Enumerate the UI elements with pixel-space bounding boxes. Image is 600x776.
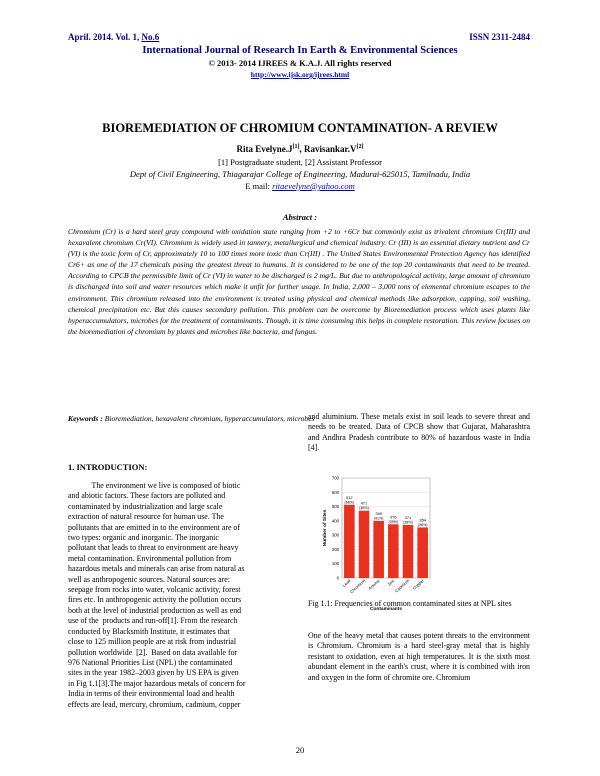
journal-url[interactable] (0, 70, 600, 79)
y-tick-label: 500 (331, 504, 339, 510)
y-tick-label: 600 (331, 489, 339, 495)
intro-line: well as anthropogenic sources. Natural sources are: (68, 574, 230, 584)
issn: ISSN 2311-2484 (469, 32, 530, 42)
x-tick-label: Arsenic (367, 578, 381, 591)
issue-info: April. 2014. Vol. 1, No.6 (68, 32, 160, 42)
intro-line: fires etc. In anthropogenic activity the pollution occurs (68, 595, 242, 605)
bar (417, 527, 428, 578)
abstract-text: Chromium (Cr) is a hard steel gray compound with oxidation state ranging from +2 to +6Cr but commonly exist as trivalent chromium Cr(III) and hexavalent chromium Cr(VI). Chromium is widely used in tannery, metallurgical and chemical industry. Cr (III) is an essential dietary nutrient and Cr (VI) is the toxic form of Cr, approximately 10 to 100 times more toxic than Cr(III) . The United States Environmental Protection Agency has identified Cr6+ as one of the 17 chemicals posing the greatest threat to humans. It is considered to be one of the top 20 contaminants that need to be treated. According to CPCB the permissible limit of Cr (VI) in water to be discharged is 2 mg/L. But due to anthropological activity, large amount of chromium is discharged into soil and water resources which make it unfit for further usage. In India, 2,000 – 3,000 tons of elemental chromium escapes to the environment. This chromium released into the environment is treated using physical and chemical methods like adsorption, capping, soil washing, chemical precipitation etc. But this causes secondary pollution. This problem can be overcome by Bioremediation process which uses plants like hyperaccumulators, microbes for the treatment of contaminants. Though, it is time consuming this helps in complete restoration. This review focuses on the bioremediation of chromium by plants and microbes like bacteria, and fungus. (68, 227, 530, 336)
intro-line: seepage from rocks into water, volcanic activity, forest (68, 585, 241, 595)
y-tick-label: 300 (331, 532, 339, 538)
bar (403, 525, 414, 578)
bar (373, 521, 384, 578)
data-label: (48%) (359, 506, 369, 511)
x-tick-label: Zinc (386, 578, 396, 587)
data-label: (41%) (373, 516, 384, 521)
authors: Rita Evelyne.J[1], Ravisankar.V[2] (236, 144, 364, 154)
bar (359, 511, 370, 578)
y-tick-label: 700 (331, 475, 339, 481)
abstract-heading: Abstract : (282, 212, 318, 222)
affiliation-roles: [1] Postgraduate student, [2] Assistant Professor (218, 157, 382, 167)
data-label: (36%) (417, 522, 428, 527)
intro-line: 976 National Priorities List (NPL) the contaminated (68, 657, 233, 667)
intro-line: two types: organic and inorganic. The inorganic (68, 533, 219, 543)
journal-title: International Journal of Research In Earth & Environmental Sciences (142, 45, 458, 56)
copyright: © 2013- 2014 IJREES & K.A.J. All rights reserved (208, 58, 392, 68)
intro-line: India in terms of their environmental load and health (68, 689, 235, 699)
intro-line: The environment we live is composed of biotic (68, 481, 241, 490)
section-heading: 1. INTRODUCTION: (68, 462, 148, 472)
paper-title: BIOREMEDIATION OF CHROMIUM CONTAMINATION- A REVIEW (102, 121, 498, 135)
intro-line: close to 125 million people are at risk from industrial (68, 637, 237, 647)
intro-line: and abiotic factors. These factors are polluted and (68, 491, 226, 501)
page-number: 20 (295, 745, 305, 755)
data-label: 371 (404, 515, 412, 520)
y-tick-label: 400 (331, 518, 339, 524)
intro-line: both at the level of industrial production as well as end (68, 605, 242, 615)
intro-line: sites in the year 1982–2003 given by US EPA is given (68, 668, 239, 678)
keywords-text: Bioremediation, hexavalent chromium, hyperaccumulators, microbes (104, 414, 315, 423)
data-label: 354 (419, 517, 426, 523)
affiliation-department: Dept of Civil Engineering, Thiagarajar College of Engineering, Madurai-625015, Tamilnadu, India (129, 169, 471, 179)
intro-line: pollution worldwide [2]. Based on data available for (68, 647, 238, 657)
x-tick-label: Cadmium (393, 578, 411, 594)
data-label: 399 (375, 511, 382, 516)
author-email: E mail: ritaevelyne@yahoo.com (245, 181, 355, 191)
intro-line: metal contamination. Environmental pollution from (68, 553, 232, 563)
journal-link[interactable]: http://www.ijsk.org/ijrees.html (250, 70, 350, 79)
issue-number: No.6 (141, 32, 160, 42)
y-tick-label: 0 (336, 575, 339, 581)
keywords-label: Keywords : (68, 414, 105, 423)
intro-right-top: and aluminium. These metals exist in soil leads to severe threat and needs to be treated. Data of CPCB show that Gujarat, Maharashtra and Andhra Pradesh contribute to 80% of hazardous waste in India [4]. (308, 412, 530, 453)
x-tick-label: Copper (411, 578, 425, 591)
data-label: 376 (390, 514, 397, 520)
figure-caption: Fig 1.1: Frequencies of common contaminated sites at NPL sites (308, 599, 512, 608)
intro-line: extraction of natural resource for human use. The (68, 512, 224, 522)
data-label: 512 (346, 494, 353, 500)
y-axis-label: Number of Sites (323, 509, 328, 547)
data-label: 471 (360, 500, 368, 506)
email-link[interactable]: ritaevelyne@yahoo.com (272, 181, 355, 191)
bar (388, 524, 399, 578)
intro-left-column (68, 481, 290, 710)
intro-line: use of the products and run-off[1]. From the research (68, 616, 238, 626)
y-tick-label: 100 (331, 561, 339, 567)
bar (344, 505, 355, 578)
data-label: (38%) (403, 520, 413, 525)
intro-line: in Fig 1.1[3].The major hazardous metals of concern for (68, 678, 246, 688)
x-tick-label: Lead (341, 578, 352, 588)
intro-line: hazardous metals and minerals can arise from natural as (68, 564, 245, 574)
journal-meta-row (68, 32, 530, 44)
plot-area (342, 478, 430, 578)
x-axis-label: Contaminants (370, 607, 402, 612)
intro-line: conducted by Blacksmith Institute, it estimates that (68, 626, 230, 636)
intro-right-bottom: One of the heavy metal that causes potent threats to the environment is Chromium. Chromium is a hard steel-gray metal that is highly resistant to oxidation, even at high temperatures. It is the sixth most abundant element in the earth's crust, where it is combined with iron and oxygen in the form of chromite ore. Chromium (308, 631, 530, 682)
y-tick-label: 200 (331, 546, 339, 552)
contaminants-bar-chart (312, 470, 532, 615)
data-label: (66%) (344, 500, 355, 505)
intro-line: pollutants that are emitted in to the environment are of (68, 522, 241, 532)
data-label: (39%) (388, 519, 399, 524)
intro-line: effects are lead, mercury, chromium, cadmium, copper (68, 699, 241, 709)
intro-line: pollutant that leads to threat to environment are heavy (68, 543, 239, 553)
x-tick-label: Chromium (348, 578, 367, 595)
intro-line: contaminated by industrialization and large scale (68, 501, 223, 511)
